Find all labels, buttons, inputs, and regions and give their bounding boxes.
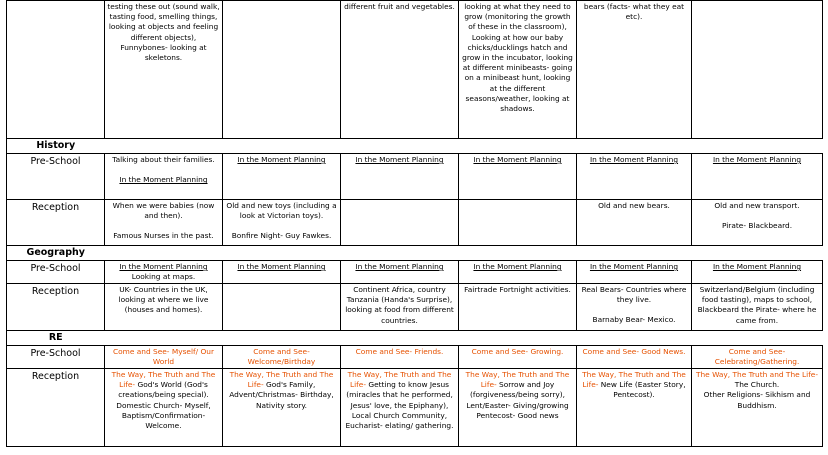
planning-text: In the Moment Planning	[712, 155, 802, 164]
table-cell: Continent Africa, country Tanzania (Handa's Surprise), looking at food from different countries.	[341, 284, 459, 331]
table-cell	[223, 154, 341, 200]
table-row-history-preschool	[7, 154, 823, 200]
cell-text: Old and new transport.	[714, 201, 800, 210]
table-cell	[341, 369, 459, 447]
table-cell	[459, 154, 577, 200]
table-cell	[7, 1, 105, 139]
cell-text: Bonfire Night- Guy Fawkes.	[231, 231, 332, 241]
table-cell	[223, 200, 341, 246]
planning-text: In the Moment Planning	[119, 175, 208, 185]
re-prefix-text: The Way, The Truth and The Life-	[582, 370, 686, 390]
cell-text: Sorrow and Joy (forgiveness/being sorry), Lent/Easter- Giving/growing	[466, 380, 569, 410]
table-cell: bears (facts- what they eat etc).	[577, 1, 692, 139]
table-cell: UK- Countries in the UK, looking at where we live (houses and homes).	[105, 284, 223, 331]
planning-text: In the Moment Planning	[712, 262, 802, 271]
table-row-geography-reception	[7, 284, 823, 331]
section-heading-geography: Geography	[7, 246, 105, 261]
section-row-geography	[7, 246, 823, 261]
cell-text: Famous Nurses in the past.	[113, 231, 214, 241]
table-cell: Old and new bears.	[577, 200, 692, 246]
table-cell	[692, 200, 823, 246]
section-row-history	[7, 139, 823, 154]
section-heading-history: History	[7, 139, 105, 154]
cell-spacer	[107, 165, 220, 175]
table-cell	[105, 369, 223, 447]
table-cell	[341, 200, 459, 246]
planning-text: In the Moment Planning	[473, 155, 562, 164]
table-cell: Come and See- Good News.	[577, 346, 692, 369]
planning-text: In the Moment Planning	[355, 155, 444, 164]
cell-text: Pirate- Blackbeard.	[721, 221, 793, 231]
planning-text: In the Moment Planning	[589, 262, 679, 271]
planning-text: In the Moment Planning	[237, 262, 326, 271]
table-cell	[341, 154, 459, 200]
table-row-re-reception	[7, 369, 823, 447]
cell-text: Looking at maps.	[131, 272, 196, 282]
cell-text: Getting to know Jesus (miracles that he performed, Jesus' love, the Epiphany), Local Church Community, Eucharist- elating/ gathering.	[345, 380, 454, 431]
table-cell	[577, 284, 692, 331]
section-spacer	[105, 331, 823, 346]
planning-text: In the Moment Planning	[237, 155, 326, 164]
cell-text: Talking about their families.	[112, 155, 215, 164]
table-cell	[692, 154, 823, 200]
planning-text: In the Moment Planning	[589, 155, 679, 164]
table-row-history-reception	[7, 200, 823, 246]
planning-text: In the Moment Planning	[473, 262, 562, 271]
cell-text: New Life (Easter Story, Pentecost).	[600, 380, 686, 400]
table-cell	[459, 200, 577, 246]
table-cell	[692, 261, 823, 284]
row-label: Pre-School	[7, 154, 105, 200]
planning-text: In the Moment Planning	[355, 262, 444, 271]
re-prefix-text: The Way, The Truth and The Life-	[695, 370, 819, 379]
section-spacer	[105, 246, 823, 261]
cell-text: Pentecost- Good news	[476, 410, 559, 420]
row-label: Pre-School	[7, 346, 105, 369]
table-cell	[577, 154, 692, 200]
re-prefix-text: The Way, The Truth and The Life-	[465, 370, 570, 390]
table-cell: Come and See- Myself/ Our World	[105, 346, 223, 369]
cell-spacer	[225, 221, 338, 231]
table-row-geography-preschool	[7, 261, 823, 284]
table-row-top	[7, 1, 823, 139]
table-cell	[105, 200, 223, 246]
table-cell	[577, 369, 692, 447]
curriculum-table	[6, 0, 823, 447]
section-heading-re: RE	[7, 331, 105, 346]
section-spacer	[105, 139, 823, 154]
table-row-re-preschool	[7, 346, 823, 369]
table-cell: different fruit and vegetables.	[341, 1, 459, 139]
table-cell	[105, 154, 223, 200]
re-prefix-text: The Way, The Truth and The Life-	[111, 370, 216, 390]
row-label: Reception	[7, 200, 105, 246]
table-cell: Switzerland/Belgium (including food tasting), maps to school, Blackbeard the Pirate- where he came from.	[692, 284, 823, 331]
table-cell	[459, 261, 577, 284]
cell-spacer	[694, 211, 820, 221]
table-cell: looking at what they need to grow (monitoring the growth of these in the classroom), Looking at how our baby chicks/ducklings hatch and grow in the incubator, looking at different minibeasts- going on a minibeast hunt, looking at the different seasons/weather, looking at shadows.	[459, 1, 577, 139]
cell-spacer	[107, 221, 220, 231]
table-cell	[692, 1, 823, 139]
cell-text: The Church.	[734, 380, 780, 390]
cell-text: Real Bears- Countries where they live.	[581, 285, 687, 305]
cell-text: Domestic Church- Myself, Baptism/Confirmation- Welcome.	[116, 400, 211, 431]
re-prefix-text: The Way, The Truth and The Life-	[347, 370, 452, 390]
table-cell: Come and See- Welcome/Birthday	[223, 346, 341, 369]
row-label: Reception	[7, 284, 105, 331]
cell-text: God's Family, Advent/Christmas- Birthday, Nativity story.	[229, 380, 334, 410]
cell-text: God's World (God's creations/being special).	[118, 380, 209, 400]
cell-text: Barnaby Bear- Mexico.	[592, 315, 676, 325]
table-cell: Come and See- Growing.	[459, 346, 577, 369]
table-cell	[223, 369, 341, 447]
table-cell: Come and See- Celebrating/Gathering.	[692, 346, 823, 369]
table-cell: Fairtrade Fortnight activities.	[459, 284, 577, 331]
row-label: Pre-School	[7, 261, 105, 284]
table-cell	[459, 369, 577, 447]
cell-text: When we were babies (now and then).	[112, 201, 215, 221]
cell-text: Old and new toys (including a look at Victorian toys).	[226, 201, 337, 221]
table-cell: Come and See- Friends.	[341, 346, 459, 369]
cell-text: Other Religions- Sikhism and Buddhism.	[703, 390, 811, 410]
table-cell	[341, 261, 459, 284]
section-row-re	[7, 331, 823, 346]
table-cell	[577, 261, 692, 284]
row-label: Reception	[7, 369, 105, 447]
planning-text: In the Moment Planning	[119, 262, 208, 271]
cell-spacer	[579, 305, 689, 315]
table-cell	[223, 261, 341, 284]
table-cell	[692, 369, 823, 447]
table-cell	[223, 1, 341, 139]
table-cell	[223, 284, 341, 331]
table-cell	[105, 261, 223, 284]
table-cell: testing these out (sound walk, tasting food, smelling things, looking at objects and feeling different objects), Funnybones- looking at skeletons.	[105, 1, 223, 139]
re-prefix-text: The Way, The Truth and The Life-	[229, 370, 334, 390]
